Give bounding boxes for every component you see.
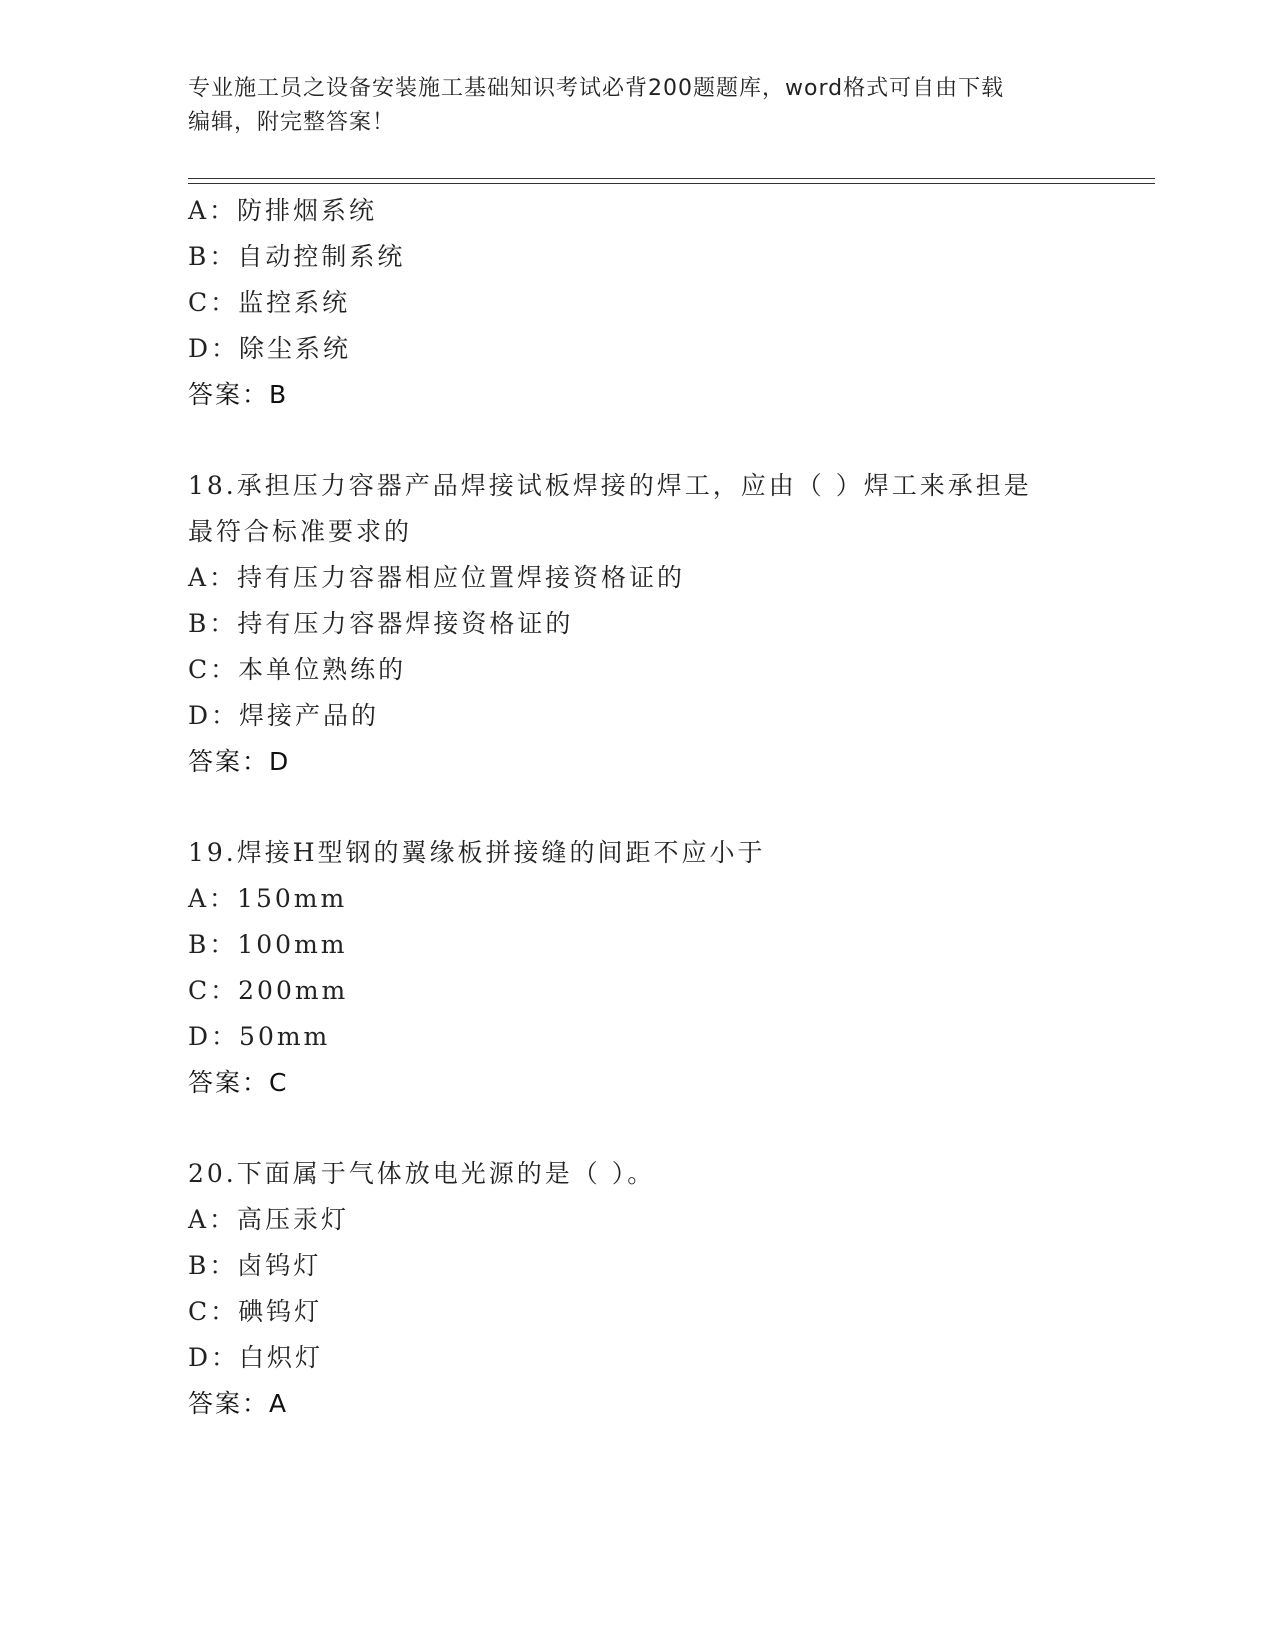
option-a: A：持有压力容器相应位置焊接资格证的: [188, 563, 686, 592]
answer-line: 答案：A: [188, 1389, 289, 1418]
option-d: D：50mm: [188, 1022, 331, 1051]
question-spacer: [188, 1106, 1148, 1151]
option-b: B：卤钨灯: [188, 1251, 322, 1280]
question-spacer: [188, 418, 1148, 463]
header-line-2: 编辑，附完整答案！: [188, 110, 396, 135]
option-d: D：白炽灯: [188, 1343, 324, 1372]
option-c: C：监控系统: [188, 288, 351, 317]
answer-line: 答案：D: [188, 747, 291, 776]
answer-line: 答案：B: [188, 380, 289, 409]
option-c: C：本单位熟练的: [188, 655, 407, 684]
option-d: D：除尘系统: [188, 334, 352, 363]
header-divider-bottom: [188, 183, 1155, 184]
option-a: A：高压汞灯: [188, 1205, 350, 1234]
option-b: B：100mm: [188, 930, 348, 959]
option-c: C：200mm: [188, 976, 349, 1005]
question-spacer: [188, 785, 1148, 830]
question-17: [188, 188, 1148, 418]
option-b: B：持有压力容器焊接资格证的: [188, 609, 574, 638]
option-a: A：150mm: [188, 884, 348, 913]
option-b: B：自动控制系统: [188, 242, 406, 271]
question-20: [188, 1151, 1148, 1427]
option-a: A：防排烟系统: [188, 196, 378, 225]
document-header: [188, 72, 1088, 140]
option-d: D：焊接产品的: [188, 701, 380, 730]
question-18: [188, 463, 1148, 785]
question-title-line-2: 最符合标准要求的: [188, 517, 413, 546]
question-title: 20.下面属于气体放电光源的是（ ）。: [188, 1159, 656, 1188]
option-c: C：碘钨灯: [188, 1297, 323, 1326]
question-19: [188, 830, 1148, 1106]
header-divider-top: [188, 178, 1155, 179]
question-title-line-1: 18.承担压力容器产品焊接试板焊接的焊工，应由（ ）焊工来承担是: [188, 471, 1032, 500]
header-line-1: 专业施工员之设备安装施工基础知识考试必背200题题库，word格式可自由下载: [188, 76, 1005, 101]
question-list: [188, 188, 1148, 1427]
answer-line: 答案：C: [188, 1068, 289, 1097]
question-title: 19.焊接H型钢的翼缘板拼接缝的间距不应小于: [188, 838, 766, 867]
